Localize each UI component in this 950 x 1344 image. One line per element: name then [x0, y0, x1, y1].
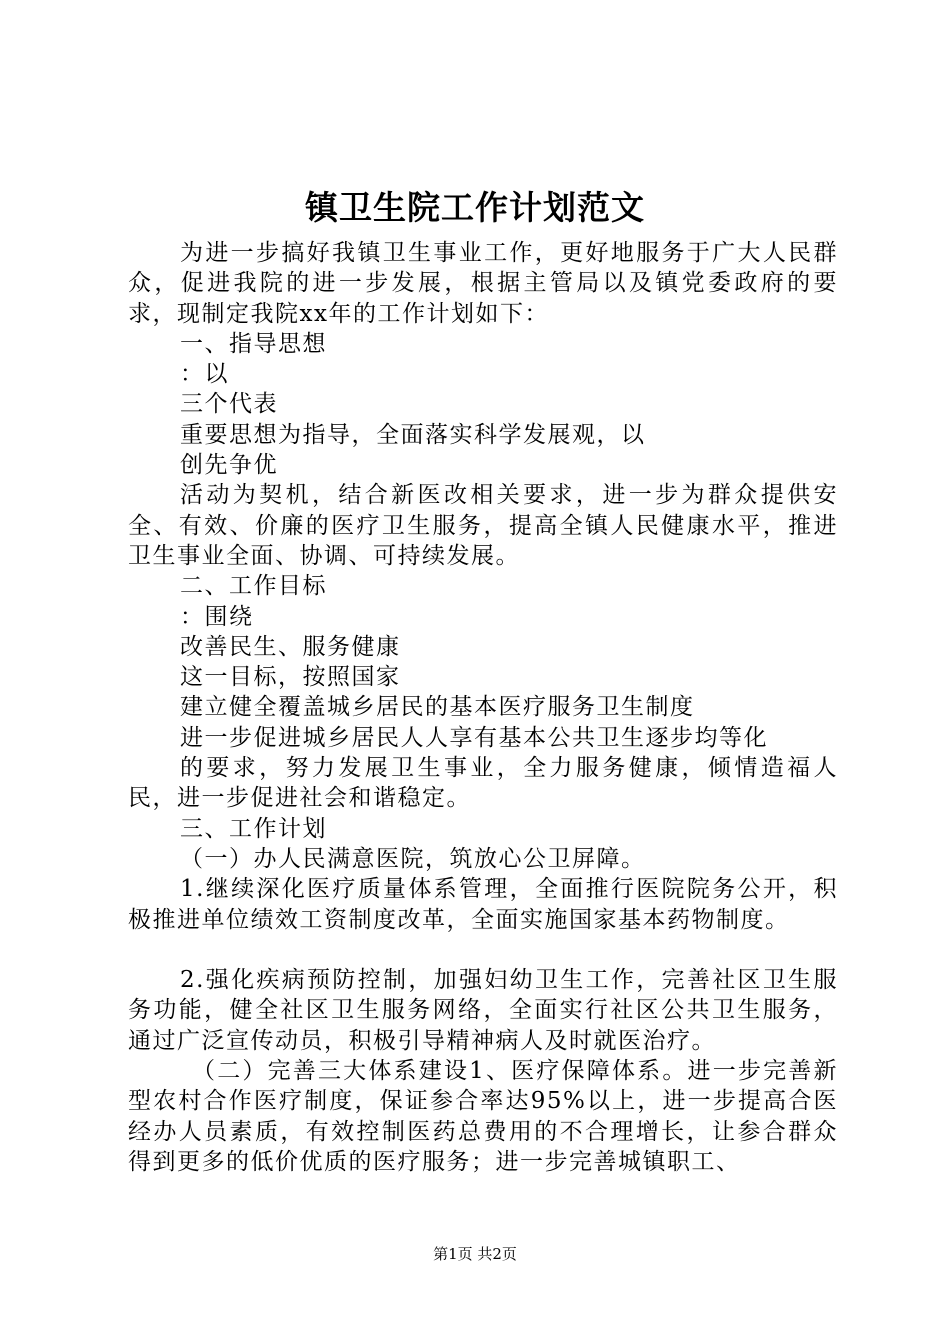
heading-guiding-ideology: 一、指导思想 [180, 330, 327, 357]
paragraph-line: 创先争优 [180, 452, 278, 479]
page-title: 镇卫生院工作计划范文 [305, 188, 645, 227]
document-body [128, 238, 838, 1177]
paragraph-guiding-detail: 活动为契机，结合新医改相关要求，进一步为群众提供安全、有效、价廉的医疗卫生服务，提高全镇人民健康水平，推进卫生事业全面、协调、可持续发展。 [128, 482, 838, 569]
heading-work-plan: 三、工作计划 [180, 815, 327, 842]
paragraph-line: 三个代表 [180, 391, 278, 418]
paragraph-line: 这一目标，按照国家 [180, 664, 401, 691]
paragraph-line: ：围绕 [180, 603, 254, 630]
paragraph-line: ：以 [180, 361, 229, 388]
paragraph-goals-detail: 的要求，努力发展卫生事业，全力服务健康，倾情造福人民，进一步促进社会和谐稳定。 [128, 755, 838, 812]
heading-work-goals: 二、工作目标 [180, 573, 327, 600]
blank-line [128, 935, 838, 965]
paragraph-plan-item-2: 2.强化疾病预防控制，加强妇幼卫生工作，完善社区卫生服务功能，健全社区卫生服务网络，全面实行社区公共卫生服务，通过广泛宣传动员，积极引导精神病人及时就医治疗。 [128, 967, 838, 1054]
subheading-plan-one: （一）办人民满意医院，筑放心公卫屏障。 [180, 845, 646, 872]
paragraph-line: 建立健全覆盖城乡居民的基本医疗服务卫生制度 [180, 694, 695, 721]
subheading-plan-two: （二）完善三大体系建设1、医疗保障体系。进一步完善新型农村合作医疗制度，保证参合率达95%以上，进一步提高合医经办人员素质，有效控制医药总费用的不合理增长，让参合群众得到更多的低价优质的医疗服务；进一步完善城镇职工、 [128, 1058, 838, 1175]
paragraph-line: 进一步促进城乡居民人人享有基本公共卫生逐步均等化 [180, 724, 768, 751]
paragraph-line: 重要思想为指导，全面落实科学发展观，以 [180, 421, 646, 448]
paragraph-line: 改善民生、服务健康 [180, 633, 401, 660]
paragraph-intro: 为进一步搞好我镇卫生事业工作，更好地服务于广大人民群众，促进我院的进一步发展，根据主管局以及镇党委政府的要求，现制定我院xx年的工作计划如下： [128, 240, 838, 327]
page-footer: 第1页 共2页 [433, 1245, 517, 1263]
paragraph-plan-item-1: 1.继续深化医疗质量体系管理，全面推行医院院务公开，积极推进单位绩效工资制度改革，全面实施国家基本药物制度。 [128, 876, 838, 933]
